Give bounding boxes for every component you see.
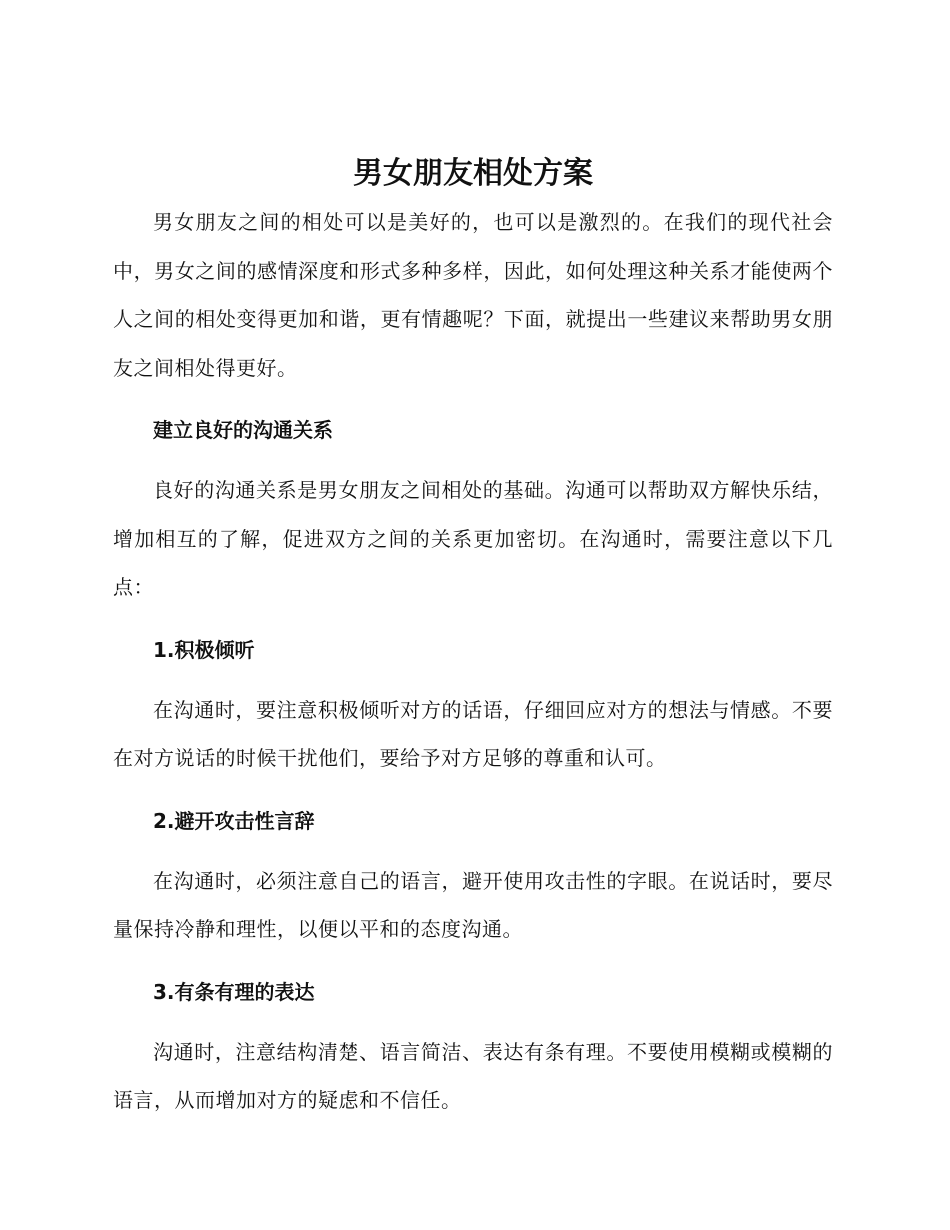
point-paragraph-structured: 沟通时，注意结构清楚、语言简洁、表达有条有理。不要使用模糊或模糊的语言，从而增加对方的疑虑和不信任。 xyxy=(113,1039,833,1112)
point-heading-structured: 3.有条有理的表达 xyxy=(153,979,315,1004)
document-page xyxy=(113,150,833,1125)
section-heading-communication: 建立良好的沟通关系 xyxy=(153,418,333,442)
point-paragraph-avoid-attack: 在沟通时，必须注意自己的语言，避开使用攻击性的字眼。在说话时，要尽量保持冷静和理性，以便以平和的态度沟通。 xyxy=(113,868,833,941)
intro-paragraph: 男女朋友之间的相处可以是美好的，也可以是激烈的。在我们的现代社会中，男女之间的感情深度和形式多种多样，因此，如何处理这种关系才能使两个人之间的相处变得更加和谐，更有情趣呢？下面，就提出一些建议来帮助男女朋友之间相处得更好。 xyxy=(113,210,833,380)
spacer xyxy=(113,612,833,626)
spacer xyxy=(113,1016,833,1028)
point-heading-avoid-attack: 2.避开攻击性言辞 xyxy=(153,808,315,833)
section-paragraph-communication: 良好的沟通关系是男女朋友之间相处的基础。沟通可以帮助双方解快乐结，增加相互的了解，促进双方之间的关系更加密切。在沟通时，需要注意以下几点： xyxy=(113,478,833,599)
spacer xyxy=(113,954,833,968)
spacer xyxy=(113,454,833,466)
point-paragraph-listen: 在沟通时，要注意积极倾听对方的话语，仔细回应对方的想法与情感。不要在对方说话的时候干扰他们，要给予对方足够的尊重和认可。 xyxy=(113,697,833,770)
spacer xyxy=(113,392,833,406)
document-title: 男女朋友相处方案 xyxy=(353,156,593,191)
spacer xyxy=(113,674,833,686)
spacer xyxy=(113,845,833,857)
point-heading-listen: 1.积极倾听 xyxy=(153,637,255,662)
spacer xyxy=(113,783,833,797)
